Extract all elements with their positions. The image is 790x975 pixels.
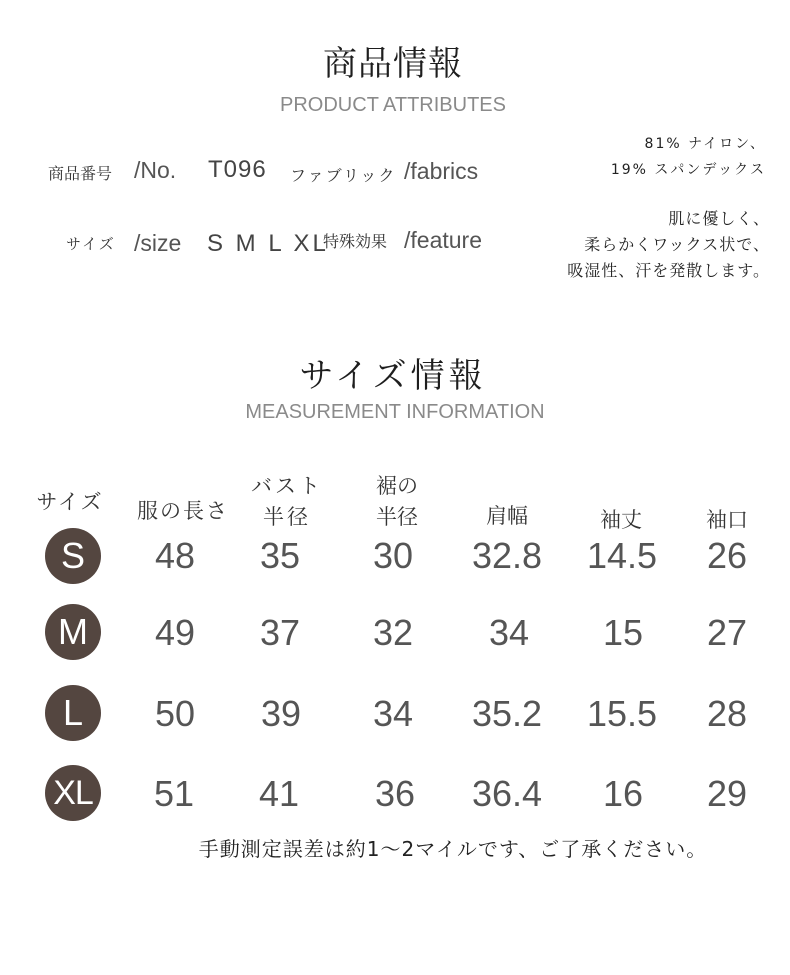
cell-cuff: 29 (706, 773, 748, 814)
cell-cuff: 26 (706, 535, 748, 576)
cell-bust: 41 (258, 773, 300, 814)
size-badge-xl: XL (45, 765, 101, 821)
col-header-hem-line-1: 裾の (376, 474, 418, 498)
table-row (45, 528, 101, 584)
fabrics-label: ファブリック (290, 166, 397, 185)
size-value: S M L XL (207, 230, 329, 257)
col-header-cuff: 袖口 (706, 508, 748, 532)
cell-sleeve: 16 (602, 773, 644, 814)
cell-shoulder: 32.8 (471, 535, 543, 576)
size-label-en: /size (134, 230, 182, 256)
cell-shoulder: 36.4 (471, 773, 543, 814)
cell-length: 48 (154, 535, 196, 576)
col-header-sleeve: 袖丈 (600, 508, 642, 532)
feature-value (567, 206, 770, 284)
cell-hem: 32 (372, 612, 414, 653)
cell-hem: 30 (372, 535, 414, 576)
product-subtitle: PRODUCT ATTRIBUTES (280, 94, 506, 116)
feature-line-3: 吸湿性、汗を発散します。 (567, 261, 770, 280)
cell-length: 51 (153, 773, 195, 814)
cell-bust: 37 (259, 612, 301, 653)
measure-subtitle: MEASUREMENT INFORMATION (245, 401, 545, 423)
product-title: 商品情報 (323, 44, 463, 84)
measurement-note: 手動測定誤差は約1〜2マイルです、ご了承ください。 (198, 837, 708, 861)
size-badge-l: L (45, 685, 101, 741)
col-header-bust-line-1: バスト (251, 474, 323, 498)
col-header-bust-line-2: 半径 (263, 505, 311, 529)
col-header-length: 服の長さ (137, 499, 229, 523)
table-row (45, 604, 101, 660)
col-header-shoulder: 肩幅 (486, 504, 528, 528)
cell-length: 49 (154, 612, 196, 653)
cell-bust: 39 (260, 693, 302, 734)
feature-label: 特殊効果 (323, 232, 388, 251)
fabrics-line-1: 81% ナイロン、 (644, 136, 766, 152)
cell-shoulder: 34 (488, 612, 530, 653)
col-header-bust (251, 471, 323, 533)
size-label: サイズ (66, 235, 116, 253)
table-row (45, 685, 101, 741)
col-header-size: サイズ (36, 490, 104, 514)
cell-sleeve: 14.5 (586, 535, 658, 576)
table-row (45, 765, 101, 821)
product-number-label-en: /No. (134, 157, 177, 183)
feature-line-1: 肌に優しく、 (668, 209, 770, 228)
feature-label-en: /feature (404, 227, 482, 253)
cell-sleeve: 15.5 (586, 693, 658, 734)
col-header-hem-line-2: 半径 (376, 505, 418, 529)
cell-length: 50 (154, 693, 196, 734)
cell-bust: 35 (259, 535, 301, 576)
product-number-value: T096 (208, 156, 267, 183)
size-badge-s: S (45, 528, 101, 584)
cell-cuff: 27 (706, 612, 748, 653)
measure-title: サイズ情報 (299, 356, 487, 396)
cell-hem: 36 (374, 773, 416, 814)
size-badge-m: M (45, 604, 101, 660)
feature-line-2: 柔らかくワックス状で、 (584, 235, 770, 254)
product-number-label: 商品番号 (48, 164, 113, 183)
cell-sleeve: 15 (602, 612, 644, 653)
cell-hem: 34 (372, 693, 414, 734)
fabrics-line-2: 19% スパンデックス (610, 162, 766, 178)
cell-shoulder: 35.2 (471, 693, 543, 734)
cell-cuff: 28 (706, 693, 748, 734)
col-header-hem (376, 471, 418, 533)
fabrics-label-en: /fabrics (404, 158, 479, 184)
fabrics-value (611, 131, 766, 183)
